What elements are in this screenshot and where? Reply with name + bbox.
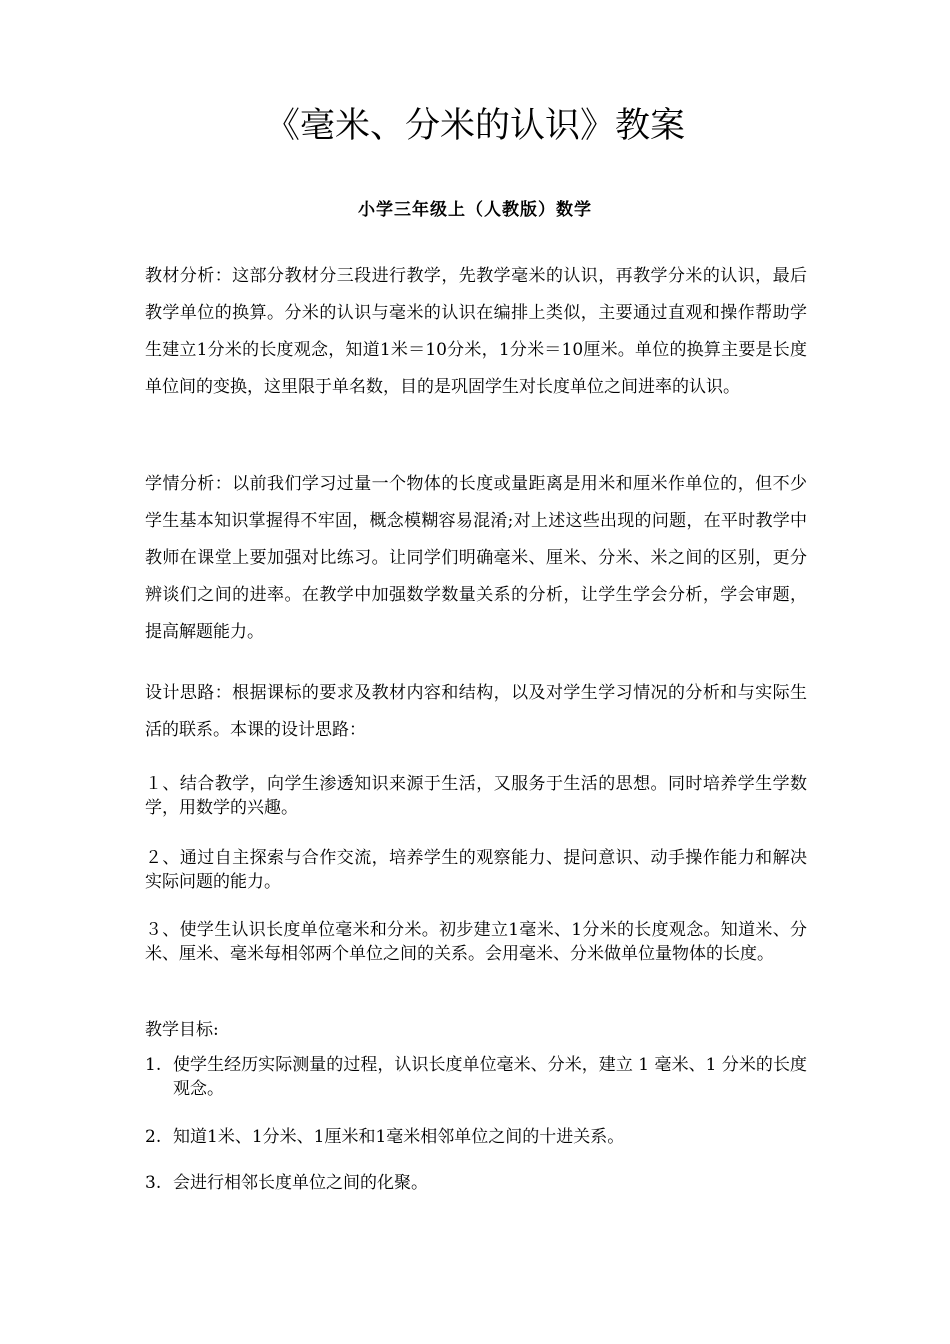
goal-number: 2.	[145, 1127, 162, 1147]
goal-item-2	[145, 1125, 807, 1149]
goal-text: 会进行相邻长度单位之间的化聚。	[173, 1173, 428, 1193]
goal-text: 使学生经历实际测量的过程，认识长度单位毫米、分米，建立 1 毫米、1 分米的长度观念。	[173, 1055, 807, 1099]
design-idea-paragraph: 设计思路：根据课标的要求及教材内容和结构，以及对学生学习情况的分析和与实际生活的联系。本课的设计思路：	[145, 683, 807, 740]
goal-item-1	[145, 1053, 807, 1101]
goal-text: 知道1米、1分米、1厘米和1毫米相邻单位之间的十进关系。	[173, 1127, 625, 1147]
goals-heading: 教学目标:	[145, 1020, 219, 1040]
goal-number: 3.	[145, 1173, 162, 1193]
document-subtitle: 小学三年级上（人教版）数学	[358, 200, 592, 220]
material-analysis-paragraph: 教材分析：这部分教材分三段进行教学，先教学毫米的认识，再教学分米的认识，最后教学单位的换算。分米的认识与毫米的认识在编排上类似，主要通过直观和操作帮助学生建立1分米的长度观念，知道1米＝10分米，1分米＝10厘米。单位的换算主要是长度单位间的变换，这里限于单名数，目的是巩固学生对长度单位之间进率的认识。	[145, 266, 807, 397]
design-point-2: ２、通过自主探索与合作交流，培养学生的观察能力、提问意识、动手操作能力和解决实际问题的能力。	[145, 848, 807, 892]
goal-number: 1.	[145, 1055, 162, 1075]
design-point-3: ３、使学生认识长度单位毫米和分米。初步建立1毫米、1分米的长度观念。知道米、分米、厘米、毫米每相邻两个单位之间的关系。会用毫米、分米做单位量物体的长度。	[145, 920, 807, 964]
student-analysis-paragraph: 学情分析：以前我们学习过量一个物体的长度或量距离是用米和厘米作单位的，但不少学生基本知识掌握得不牢固，概念模糊容易混淆;对上述这些出现的问题，在平时教学中教师在课堂上要加强对比练习。让同学们明确毫米、厘米、分米、米之间的区别，更分辨谈们之间的进率。在教学中加强数学数量关系的分析，让学生学会分析，学会审题，提高解题能力。	[145, 474, 807, 642]
document-title: 《毫米、分米的认识》教案	[264, 106, 685, 146]
goal-item-3	[145, 1171, 807, 1195]
design-point-1: １、结合教学，向学生渗透知识来源于生活，又服务于生活的思想。同时培养学生学数学，用数学的兴趣。	[145, 774, 807, 818]
